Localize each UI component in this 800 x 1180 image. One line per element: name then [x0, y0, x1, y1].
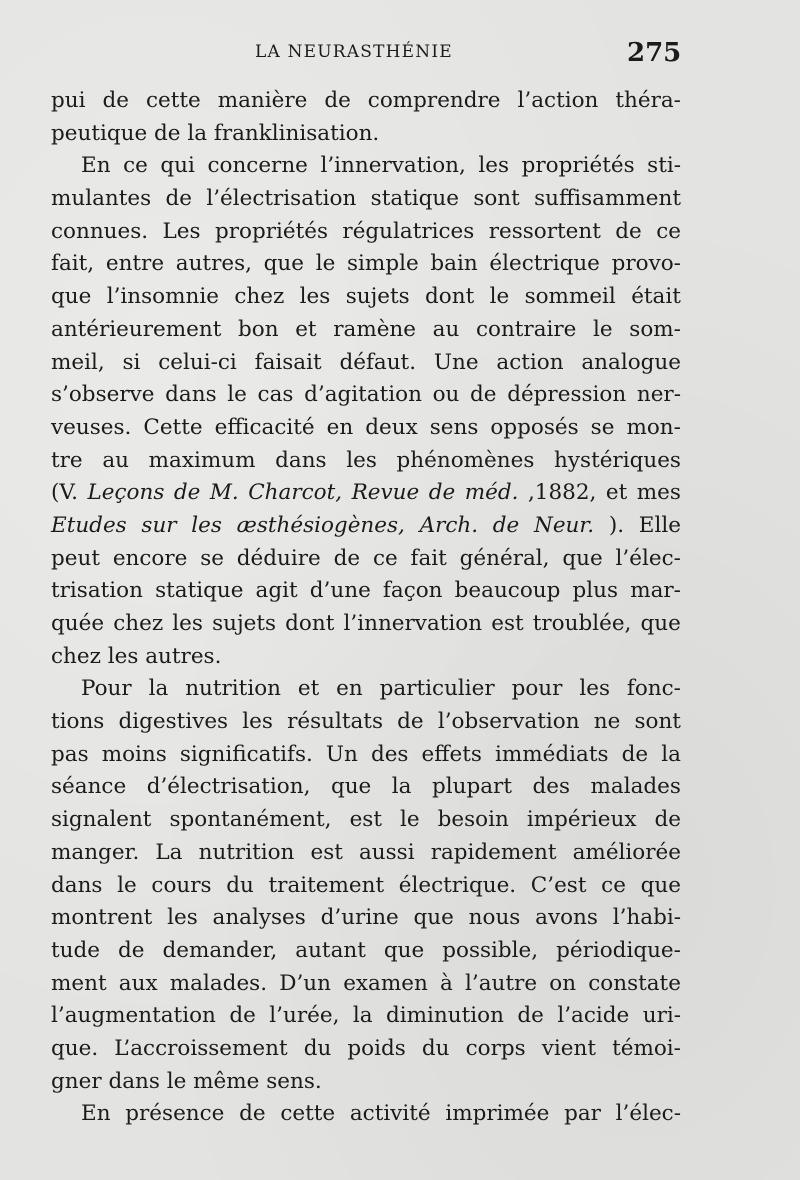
word: nutrition: [198, 839, 295, 865]
word: poids: [347, 1035, 406, 1061]
word: dans: [165, 382, 217, 408]
text-line: [51, 248, 681, 281]
word: l’habi-: [612, 905, 681, 931]
word: la: [391, 774, 412, 800]
text-line: [51, 477, 681, 510]
word: l’innervation,: [320, 153, 466, 179]
word: suffisamment: [534, 186, 681, 212]
word: se: [590, 414, 615, 440]
word: pour: [511, 676, 563, 702]
word: Un: [325, 741, 358, 767]
text-line: [51, 968, 681, 1001]
text-line: [51, 412, 681, 445]
word: peutique de la franklinisation.: [51, 120, 380, 146]
word: qui: [160, 153, 195, 179]
word: le: [400, 807, 420, 833]
word: digestives: [118, 709, 229, 735]
word: plus: [572, 578, 619, 604]
word: du: [421, 1035, 450, 1061]
word: quée: [51, 611, 105, 636]
text-line: [51, 673, 681, 706]
page-header: [0, 38, 800, 78]
word: antérieurement: [51, 316, 222, 342]
word: nutrition: [185, 676, 281, 702]
word: agit: [255, 578, 298, 604]
text-line: [51, 543, 681, 576]
word: d’urine: [320, 905, 399, 931]
word: gner dans le même sens.: [51, 1068, 322, 1094]
word: les: [579, 676, 610, 702]
text-line: [51, 739, 681, 772]
word: ce: [601, 872, 626, 898]
word: propriétés: [521, 153, 635, 179]
word: cette: [280, 1101, 336, 1127]
word: la: [661, 741, 681, 767]
word: rapidement: [430, 839, 557, 865]
word: contraire: [475, 316, 577, 342]
word: mes: [636, 480, 681, 506]
text-line: [51, 510, 681, 543]
word: est: [491, 611, 524, 636]
word: de: [621, 741, 649, 767]
word: par: [564, 1101, 601, 1127]
word: Une: [433, 349, 479, 375]
text-line: [51, 641, 681, 674]
word: sujets: [345, 284, 410, 310]
word: L’accroissement: [114, 1035, 288, 1061]
word: immédiats: [495, 741, 609, 767]
word: présence: [125, 1101, 225, 1127]
word: analogue: [581, 349, 681, 375]
word: chez les autres.: [51, 643, 222, 669]
word: Leçons: [87, 480, 165, 506]
word: Revue: [351, 480, 420, 506]
word: veuses.: [51, 414, 132, 440]
word: dépression: [507, 382, 627, 408]
word: aussi: [358, 839, 415, 865]
text-line: [51, 347, 681, 380]
word: Les: [162, 218, 201, 244]
text-line: [51, 118, 681, 151]
word: action: [496, 349, 564, 375]
text-line: [51, 935, 681, 968]
word: dont: [425, 284, 475, 310]
word: la: [352, 1003, 373, 1029]
word: que: [383, 937, 425, 963]
word: Charcot,: [248, 480, 343, 506]
text-line: [51, 1033, 681, 1066]
word: demander,: [162, 937, 278, 963]
word: fonc-: [626, 676, 681, 702]
word: sont: [473, 186, 520, 212]
word: entre: [105, 251, 165, 277]
word: que.: [51, 1035, 99, 1061]
word: dans: [51, 872, 103, 898]
word: tre: [51, 447, 83, 473]
word: provo-: [611, 251, 681, 277]
word: ramène: [333, 316, 416, 342]
word: l’observation: [437, 709, 580, 735]
body-text: [51, 85, 681, 1131]
word: de: [102, 88, 129, 113]
word: cette: [145, 88, 201, 113]
word: sommeil: [524, 284, 616, 310]
word: se: [200, 545, 224, 571]
word: Cette: [143, 414, 203, 440]
word: som-: [629, 316, 681, 342]
word: théra-: [615, 88, 681, 113]
word: de: [470, 382, 497, 408]
word: deux: [365, 414, 418, 440]
word: æsthésiogènes,: [236, 512, 405, 538]
word: d’électrisation,: [146, 774, 311, 800]
word: de: [615, 218, 642, 244]
word: de: [229, 1003, 256, 1029]
text-line: [51, 1098, 681, 1131]
word: beaucoup: [454, 578, 561, 604]
word: général,: [459, 545, 550, 571]
word: de: [117, 937, 145, 963]
word: mulantes: [51, 186, 152, 212]
word: est: [349, 807, 382, 833]
word: statique: [370, 186, 459, 212]
word: constate: [588, 970, 681, 996]
word: D’un: [279, 970, 332, 996]
word: opposés: [490, 414, 579, 440]
word: En: [81, 1101, 111, 1127]
word: comprendre: [367, 88, 501, 113]
word: régulatrices: [342, 218, 475, 244]
word: les: [191, 512, 222, 538]
word: résultats: [287, 709, 383, 735]
word: de: [428, 480, 456, 506]
word: et: [297, 676, 320, 702]
page-number: 275: [627, 38, 682, 68]
word: propriétés: [214, 218, 329, 244]
word: ressortent: [488, 218, 601, 244]
word: l’action: [517, 88, 599, 113]
word: est: [310, 839, 343, 865]
word: dont: [285, 611, 335, 636]
word: l’innervation: [343, 611, 483, 636]
word: faisait: [254, 349, 322, 375]
word: façon: [382, 578, 443, 604]
word: l’urée,: [269, 1003, 340, 1029]
word: pas: [51, 741, 89, 767]
word: au: [102, 447, 129, 473]
word: au: [432, 316, 460, 342]
word: besoin: [437, 807, 509, 833]
word: sti-: [647, 153, 681, 179]
word: maximum: [148, 447, 256, 473]
word: la: [148, 676, 169, 702]
word: malades: [590, 774, 681, 800]
word: des: [532, 774, 571, 800]
word: que: [263, 251, 304, 277]
word: sujets: [212, 611, 277, 636]
word: de: [517, 1003, 544, 1029]
word: en: [326, 414, 354, 440]
word: de: [324, 88, 351, 113]
word: pui: [51, 88, 86, 113]
text-line: [51, 314, 681, 347]
text-line: [51, 608, 681, 641]
word: montrent: [51, 905, 153, 931]
word: les: [172, 611, 203, 636]
word: concerne: [207, 153, 308, 179]
word: moins: [101, 741, 167, 767]
word: l’élec-: [615, 1101, 681, 1127]
word: et: [295, 316, 317, 342]
word: statique: [155, 578, 244, 604]
word: d’une: [309, 578, 371, 604]
word: électrique: [489, 251, 600, 277]
word: C’est: [530, 872, 587, 898]
word: que: [562, 545, 603, 571]
word: simple: [347, 251, 419, 277]
text-line: [51, 216, 681, 249]
word: les: [242, 709, 273, 735]
word: spontanément,: [169, 807, 332, 833]
word: phénomènes: [396, 447, 535, 473]
word: sens: [429, 414, 479, 440]
word: Neur.: [534, 512, 595, 538]
word: le: [227, 382, 247, 408]
word: peut: [51, 545, 100, 571]
word: le: [593, 316, 613, 342]
text-line: [51, 870, 681, 903]
word: autres,: [175, 251, 252, 277]
word: que: [51, 284, 92, 310]
text-line: [51, 1066, 681, 1099]
word: encore: [112, 545, 188, 571]
running-title: LA NEURASTHÉNIE: [255, 42, 453, 62]
word: cours: [151, 872, 212, 898]
word: méd.: [464, 480, 519, 506]
word: Etudes: [51, 512, 127, 538]
word: ou: [432, 382, 460, 408]
word: diminution: [386, 1003, 504, 1029]
word: l’électrisation: [206, 186, 357, 212]
word: que: [640, 611, 681, 636]
word: l’insomnie: [106, 284, 219, 310]
word: ce: [123, 153, 148, 179]
word: du: [226, 872, 254, 898]
word: trisation: [51, 578, 143, 604]
word: (V.: [51, 480, 78, 506]
word: tude: [51, 937, 100, 963]
word: bain: [430, 251, 478, 277]
word: mar-: [630, 578, 681, 604]
word: connues.: [51, 218, 149, 244]
word: si: [122, 349, 141, 375]
word: périodique-: [556, 937, 681, 963]
word: significatifs.: [179, 741, 313, 767]
word: les: [299, 284, 331, 310]
word: manière: [217, 88, 308, 113]
word: activité: [349, 1101, 431, 1127]
word: les: [346, 447, 377, 473]
word: cas: [257, 382, 294, 408]
word: l’augmentation: [51, 1003, 216, 1029]
word: ner-: [636, 382, 681, 408]
word: du: [303, 1035, 332, 1061]
word: ne: [593, 709, 621, 735]
word: que: [413, 905, 454, 931]
word: le: [489, 284, 510, 310]
word: de: [165, 186, 192, 212]
word: l’acide: [557, 1003, 630, 1029]
word: que: [640, 872, 681, 898]
text-line: [51, 281, 681, 314]
word: tions: [51, 709, 105, 735]
text-line: [51, 902, 681, 935]
text-line: [51, 771, 681, 804]
word: l’autre: [465, 970, 538, 996]
word: était: [631, 284, 681, 310]
word: et: [605, 480, 628, 506]
word: déduire: [236, 545, 321, 571]
word: de: [239, 1101, 266, 1127]
word: dans: [275, 447, 327, 473]
word: examen: [343, 970, 428, 996]
word: plupart: [431, 774, 512, 800]
word: efficacité: [214, 414, 315, 440]
word: l’élec-: [615, 545, 681, 571]
word: uri-: [642, 1003, 681, 1029]
word: celui-ci: [158, 349, 237, 375]
text-line: [51, 85, 681, 118]
word: défaut.: [339, 349, 417, 375]
word: troublée,: [532, 611, 632, 636]
word: ce: [372, 545, 398, 571]
word: meil,: [51, 349, 105, 375]
word: fait: [410, 545, 447, 571]
word: autant: [295, 937, 366, 963]
word: ).: [608, 512, 625, 538]
word: de: [173, 480, 201, 506]
word: nous: [468, 905, 521, 931]
word: fait,: [51, 251, 95, 277]
word: sur: [141, 512, 177, 538]
word: Arch.: [419, 512, 479, 538]
text-line: [51, 706, 681, 739]
word: hystériques: [554, 447, 681, 473]
word: les: [167, 905, 198, 931]
word: signalent: [51, 807, 152, 833]
word: avons: [535, 905, 598, 931]
word: effets: [421, 741, 482, 767]
text-line: [51, 445, 681, 478]
word: impérieux: [526, 807, 637, 833]
word: séance: [51, 774, 127, 800]
word: corps: [465, 1035, 526, 1061]
text-line: [51, 804, 681, 837]
word: manger.: [51, 839, 140, 865]
text-line: [51, 1000, 681, 1033]
word: s’observe: [51, 382, 155, 408]
text-line: [51, 575, 681, 608]
word: bon: [238, 316, 279, 342]
word: en: [336, 676, 363, 702]
word: vient: [541, 1035, 597, 1061]
word: le: [315, 251, 336, 277]
word: témoi-: [612, 1035, 681, 1061]
word: le: [117, 872, 137, 898]
word: on: [549, 970, 577, 996]
word: traitement: [268, 872, 385, 898]
word: d’agitation: [304, 382, 422, 408]
word: électrique.: [398, 872, 517, 898]
word: ce: [656, 218, 681, 244]
word: à: [440, 970, 453, 996]
word: les: [478, 153, 510, 179]
word: de: [397, 709, 424, 735]
word: Pour: [81, 676, 132, 702]
word: de: [492, 512, 520, 538]
word: de: [333, 545, 361, 571]
word: Elle: [638, 512, 681, 538]
text-line: [51, 837, 681, 870]
word: mon-: [626, 414, 681, 440]
word: analyses: [212, 905, 306, 931]
word: des: [370, 741, 409, 767]
word: améliorée: [572, 839, 681, 865]
word: possible,: [442, 937, 539, 963]
word: sont: [634, 709, 681, 735]
word: que: [330, 774, 372, 800]
text-line: [51, 379, 681, 412]
word: malades.: [169, 970, 268, 996]
word: ,1882,: [527, 480, 597, 506]
text-line: [51, 183, 681, 216]
word: En: [81, 153, 111, 179]
text-line: [51, 150, 681, 183]
word: imprimée: [445, 1101, 550, 1127]
word: La: [155, 839, 183, 865]
word: chez: [234, 284, 285, 310]
word: chez: [113, 611, 164, 636]
word: ment: [51, 970, 107, 996]
word: M.: [209, 480, 239, 506]
word: particulier: [379, 676, 495, 702]
word: aux: [118, 970, 158, 996]
word: de: [654, 807, 681, 833]
